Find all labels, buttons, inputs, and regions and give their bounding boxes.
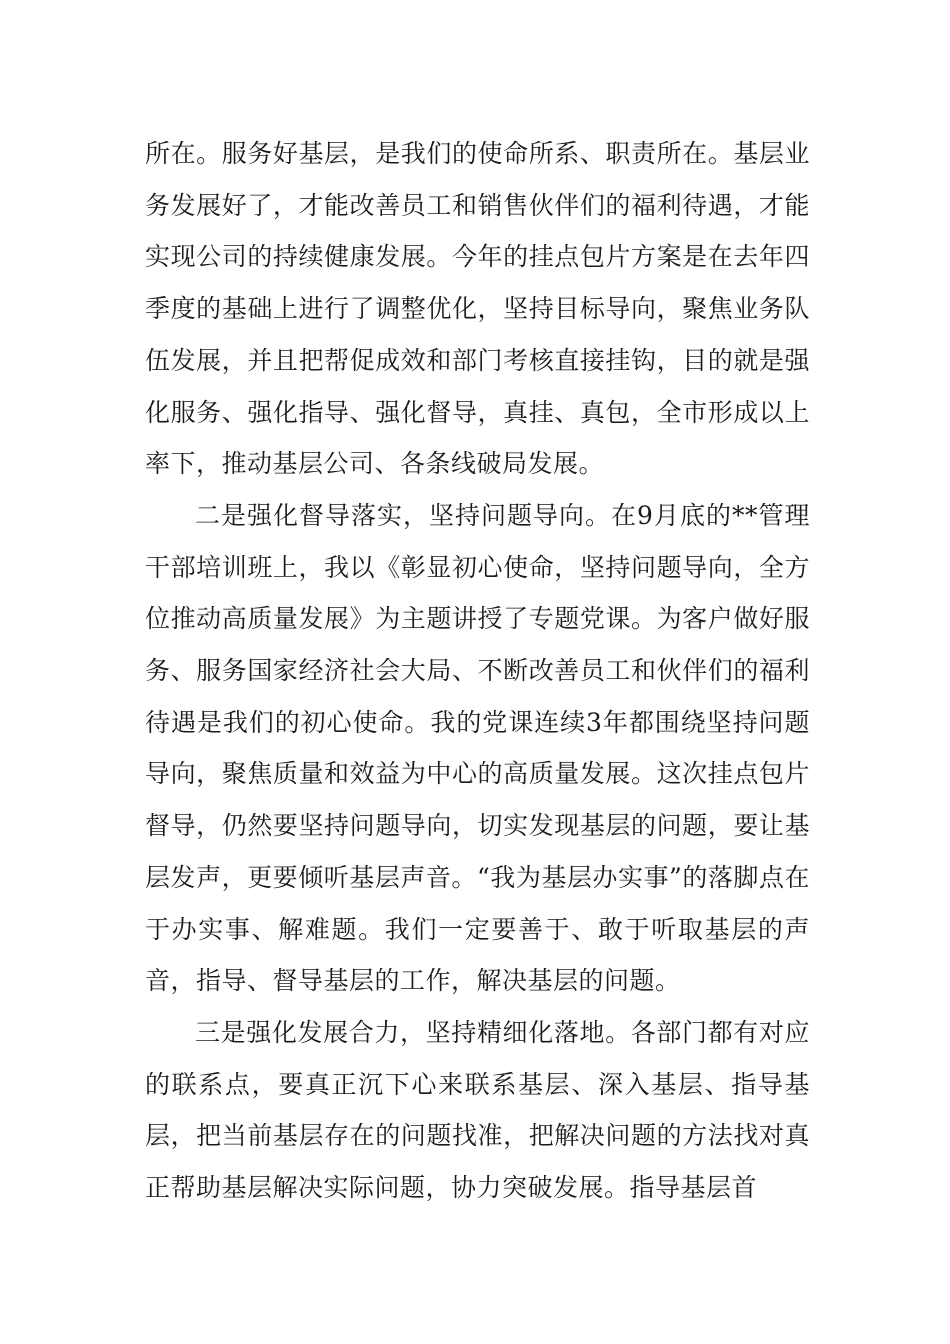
paragraph-3: 三是强化发展合力，坚持精细化落地。各部门都有对应的联系点，要真正沉下心来联系基层、深入基层、指导基层，把当前基层存在的问题找准，把解决问题的方法找对真正帮助基层解决实际问题，协力突破发展。指导基层首 — [145, 1017, 810, 1203]
paragraph-2: 二是强化督导落实，坚持问题导向。在9月底的**管理干部培训班上，我以《彰显初心使命，坚持问题导向，全方位推动高质量发展》为主题讲授了专题党课。为客户做好服务、服务国家经济社会大局、不断改善员工和伙伴们的福利待遇是我们的初心使命。我的党课连续3年都围绕坚持问题导向，聚焦质量和效益为中心的高质量发展。这次挂点包片督导，仍然要坚持问题导向，切实发现基层的问题，要让基层发声，更要倾听基层声音。“我为基层办实事”的落脚点在于办实事、解难题。我们一定要善于、敢于听取基层的声音，指导、督导基层的工作，解决基层的问题。 — [145, 500, 810, 996]
document-body — [145, 128, 810, 1214]
paragraph-1: 所在。服务好基层，是我们的使命所系、职责所在。基层业务发展好了，才能改善员工和销售伙伴们的福利待遇，才能实现公司的持续健康发展。今年的挂点包片方案是在去年四季度的基础上进行了调整优化，坚持目标导向，聚焦业务队伍发展，并且把帮促成效和部门考核直接挂钩，目的就是强化服务、强化指导、强化督导，真挂、真包，全市形成以上率下，推动基层公司、各条线破局发展。 — [145, 139, 810, 479]
